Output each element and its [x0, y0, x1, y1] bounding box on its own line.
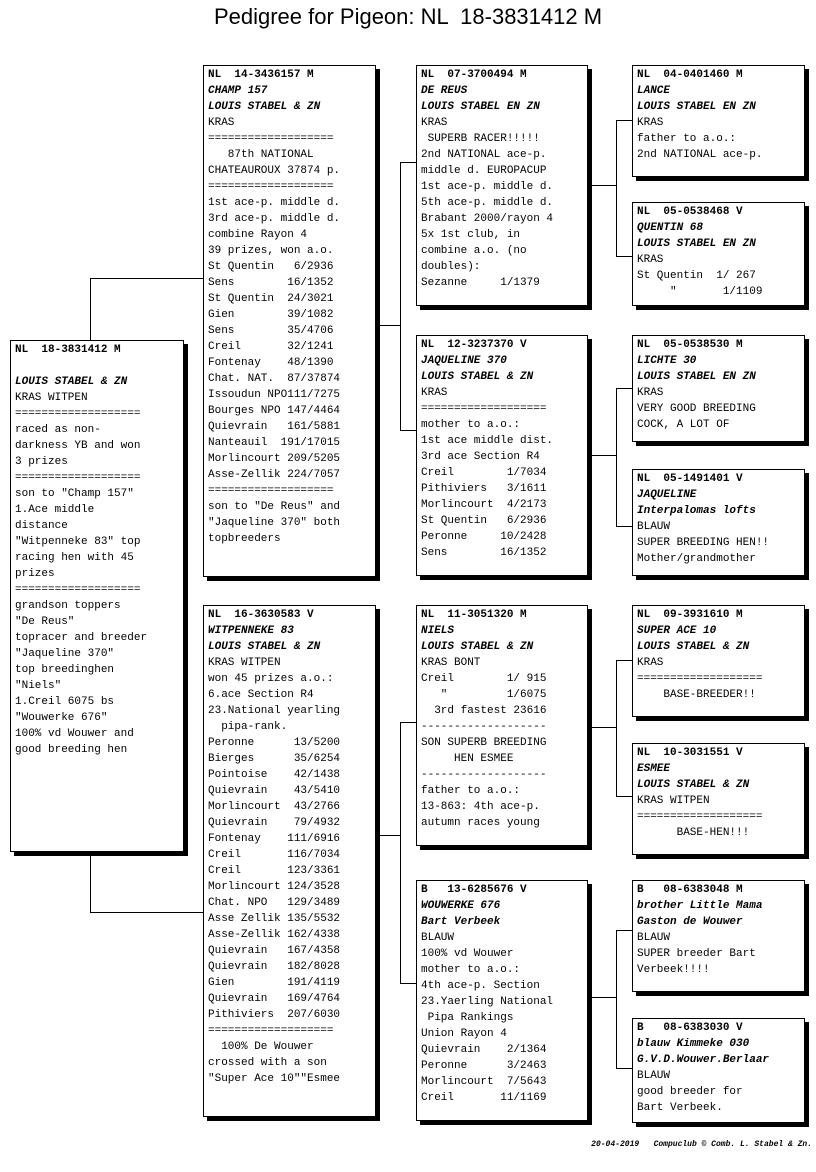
breeder-name: LOUIS STABEL & ZN — [421, 641, 534, 653]
info-line: Morlincourt 124/3528 — [208, 881, 341, 893]
info-line: Peronne 13/5200 — [208, 737, 341, 749]
info-line: St Quentin 6/2936 — [208, 261, 334, 273]
breeder-name: LOUIS STABEL & ZN — [637, 641, 750, 653]
connector — [592, 997, 616, 998]
info-line: Creil 1/7034 — [421, 467, 547, 479]
info-line: "Jaqueline 370" both — [208, 517, 341, 529]
info-line: Chat. NPO 129/3489 — [208, 897, 341, 909]
info-line: Union Rayon 4 — [421, 1028, 507, 1040]
connector — [400, 722, 401, 983]
info-line: =================== — [208, 133, 334, 145]
info-line: doubles): — [421, 261, 481, 273]
info-line: KRAS WITPEN — [637, 795, 710, 807]
breeder-name: LOUIS STABEL EN ZN — [637, 238, 756, 250]
info-line: St Quentin 6/2936 — [421, 515, 547, 527]
info-line: "Super Ace 10""Esmee — [208, 1073, 341, 1085]
connector — [380, 835, 400, 836]
pedigree-box-sire-sire-sire — [632, 65, 805, 177]
info-line: Sens 16/1352 — [208, 277, 334, 289]
ring-number: NL 05-1491401 V — [637, 473, 743, 485]
info-line: Quievrain 43/5410 — [208, 785, 341, 797]
ring-number: NL 05-0538468 V — [637, 206, 743, 218]
connector — [616, 796, 633, 797]
info-line: Asse-Zellik 224/7057 — [208, 469, 341, 481]
info-line: =================== — [637, 811, 763, 823]
info-line: prizes — [15, 568, 55, 580]
info-line: ------------------- — [421, 721, 547, 733]
connector — [616, 120, 633, 121]
info-line: KRAS — [208, 117, 235, 129]
info-line: =================== — [15, 472, 141, 484]
info-line: BASE-BREEDER!! — [637, 689, 756, 701]
connector — [616, 256, 633, 257]
info-line: St Quentin 24/3021 — [208, 293, 334, 305]
info-line: autumn races young — [421, 817, 540, 829]
info-line: Mother/grandmother — [637, 553, 756, 565]
info-line: middle d. EUROPACUP — [421, 165, 547, 177]
connector — [616, 660, 633, 661]
info-line: 5x 1st club, in — [421, 229, 521, 241]
pigeon-name: NIELS — [421, 625, 455, 637]
info-line: 87th NATIONAL — [208, 149, 314, 161]
pigeon-name: CHAMP 157 — [208, 85, 268, 97]
pigeon-name: QUENTIN 68 — [637, 222, 704, 234]
info-line: 4th ace-p. Section — [421, 980, 540, 992]
pedigree-box-dam-sire-sire — [632, 605, 805, 717]
info-line: Brabant 2000/rayon 4 — [421, 213, 554, 225]
info-line: "Jaqueline 370" — [15, 648, 115, 660]
info-line: mother to a.o.: — [421, 419, 521, 431]
info-line: Peronne 10/2428 — [421, 531, 547, 543]
connector — [90, 278, 204, 279]
info-line: "De Reus" — [15, 616, 75, 628]
info-line: 13-863: 4th ace-p. — [421, 801, 540, 813]
info-line: St Quentin 1/ 267 — [637, 270, 756, 282]
ring-number: NL 09-3931610 M — [637, 609, 743, 621]
connector — [616, 388, 633, 389]
info-line: top breedinghen — [15, 664, 115, 676]
info-line: 1st ace middle dist. — [421, 435, 554, 447]
info-line: Gien 39/1082 — [208, 309, 334, 321]
ring-number: NL 07-3700494 M — [421, 69, 527, 81]
info-line: 3rd ace-p. middle d. — [208, 213, 341, 225]
info-line: Sens 16/1352 — [421, 547, 547, 559]
pedigree-box-sire-dam — [416, 335, 588, 576]
info-line: KRAS — [637, 387, 664, 399]
info-line: Asse-Zellik 162/4338 — [208, 929, 341, 941]
info-line: combine a.o. (no — [421, 245, 527, 257]
breeder-name: LOUIS STABEL & ZN — [208, 101, 321, 113]
info-line: Quievrain 79/4932 — [208, 817, 341, 829]
info-line: Morlincourt 43/2766 — [208, 801, 341, 813]
info-line: =================== — [637, 673, 763, 685]
info-line: "Witpenneke 83" top — [15, 536, 141, 548]
breeder-name: LOUIS STABEL & ZN — [637, 779, 750, 791]
pigeon-name: brother Little Mama — [637, 900, 763, 912]
ring-number: B 08-6383048 M — [637, 884, 743, 896]
info-line: Quievrain 167/4358 — [208, 945, 341, 957]
pigeon-name: WOUWERKE 676 — [421, 900, 501, 912]
info-line: CHATEAUROUX 37874 p. — [208, 165, 341, 177]
info-line: pipa-rank. — [208, 721, 288, 733]
info-line: Peronne 3/2463 — [421, 1060, 547, 1072]
info-line: combine Rayon 4 — [208, 229, 308, 241]
pedigree-box-sire — [203, 65, 376, 577]
pedigree-box-sire-sire — [416, 65, 588, 306]
info-line: topracer and breeder — [15, 632, 148, 644]
breeder-name: Gaston de Wouwer — [637, 916, 743, 928]
info-line: 23.Yaerling National — [421, 996, 554, 1008]
info-line: Chat. NAT. 87/37874 — [208, 373, 341, 385]
info-line: 3rd ace Section R4 — [421, 451, 540, 463]
pedigree-box-subject — [10, 340, 184, 852]
pedigree-box-sire-dam-dam — [632, 469, 805, 576]
pedigree-box-sire-dam-sire — [632, 335, 805, 442]
info-line: 6.ace Section R4 — [208, 689, 314, 701]
info-line: Gien 191/4119 — [208, 977, 341, 989]
connector — [400, 722, 417, 723]
info-line: father to a.o.: — [637, 133, 737, 145]
info-line: Issoudun NPO111/7275 — [208, 389, 341, 401]
info-line: BLAUW — [637, 932, 671, 944]
ring-number: NL 12-3237370 V — [421, 339, 527, 351]
info-line: Fontenay 111/6916 — [208, 833, 341, 845]
spacer — [15, 358, 179, 374]
info-line: Creil 32/1241 — [208, 341, 334, 353]
info-line: 5th ace-p. middle d. — [421, 197, 554, 209]
info-line: Morlincourt 209/5205 — [208, 453, 341, 465]
connector — [90, 912, 204, 913]
info-line: 100% vd Wouwer — [421, 948, 514, 960]
info-line: BLAUW — [421, 932, 455, 944]
info-line: Quievrain 169/4764 — [208, 993, 341, 1005]
connector — [90, 855, 91, 912]
info-line: KRAS — [637, 254, 664, 266]
info-line: KRAS — [637, 657, 664, 669]
info-line: Pithiviers 207/6030 — [208, 1009, 341, 1021]
info-line: ------------------- — [421, 769, 547, 781]
info-line: Quievrain 2/1364 — [421, 1044, 547, 1056]
info-line: son to "Champ 157" — [15, 488, 134, 500]
info-line: Bourges NPO 147/4464 — [208, 405, 341, 417]
info-line: distance — [15, 520, 68, 532]
info-line: KRAS — [421, 117, 448, 129]
pigeon-name: JAQUELINE — [637, 489, 697, 501]
pedigree-box-dam-dam-dam — [632, 1018, 805, 1123]
info-line: good breeding hen — [15, 744, 128, 756]
connector — [616, 1068, 633, 1069]
pigeon-name: WITPENNEKE 83 — [208, 625, 294, 637]
info-line: =================== — [208, 485, 334, 497]
info-line: Fontenay 48/1390 — [208, 357, 334, 369]
pedigree-box-sire-sire-dam — [632, 202, 805, 306]
connector — [616, 120, 617, 256]
info-line: 1st ace-p. middle d. — [421, 181, 554, 193]
ring-number: B 08-6383030 V — [637, 1022, 743, 1034]
info-line: Asse Zellik 135/5532 — [208, 913, 341, 925]
ring-number: B 13-6285676 V — [421, 884, 527, 896]
ring-number: NL 14-3436157 M — [208, 69, 314, 81]
ring-number: NL 10-3031551 V — [637, 747, 743, 759]
connector — [90, 278, 91, 340]
info-line: SUPER breeder Bart — [637, 948, 756, 960]
connector — [592, 455, 616, 456]
footer-credit: 20-04-2019 Compuclub © Comb. L. Stabel & Zn. — [591, 1140, 812, 1149]
info-line: Creil 11/1169 — [421, 1092, 547, 1104]
pedigree-box-dam-dam — [416, 880, 588, 1121]
info-line: Verbeek!!!! — [637, 964, 710, 976]
info-line: " 1/6075 — [421, 689, 547, 701]
info-line: Creil 116/7034 — [208, 849, 341, 861]
info-line: Pointoise 42/1438 — [208, 769, 341, 781]
info-line: Morlincourt 7/5643 — [421, 1076, 547, 1088]
info-line: " 1/1109 — [637, 286, 763, 298]
info-line: Quievrain 161/5881 — [208, 421, 341, 433]
connector — [380, 325, 400, 326]
connector — [400, 430, 417, 431]
info-line: KRAS — [421, 387, 448, 399]
connector — [616, 930, 617, 1068]
info-line: BLAUW — [637, 1070, 671, 1082]
info-line: won 45 prizes a.o.: — [208, 673, 334, 685]
connector — [592, 185, 616, 186]
info-line: =================== — [208, 181, 334, 193]
info-line: 100% De Wouwer — [208, 1041, 314, 1053]
info-line: 3rd fastest 23616 — [421, 705, 547, 717]
info-line: KRAS BONT — [421, 657, 481, 669]
pigeon-name: LANCE — [637, 85, 671, 97]
info-line: VERY GOOD BREEDING — [637, 403, 756, 415]
connector — [592, 727, 616, 728]
breeder-name: Bart Verbeek — [421, 916, 501, 928]
pigeon-name: ESMEE — [637, 763, 671, 775]
info-line: grandson toppers — [15, 600, 121, 612]
connector — [616, 660, 617, 796]
info-line: BASE-HEN!!! — [637, 827, 750, 839]
info-line: KRAS WITPEN — [15, 392, 88, 404]
pedigree-box-dam-sire — [416, 605, 588, 846]
info-line: Creil 123/3361 — [208, 865, 341, 877]
info-line: KRAS — [637, 117, 664, 129]
info-line: son to "De Reus" and — [208, 501, 341, 513]
info-line: =================== — [15, 584, 141, 596]
pigeon-name: LICHTE 30 — [637, 355, 697, 367]
info-line: Creil 1/ 915 — [421, 673, 547, 685]
ring-number: NL 05-0538530 M — [637, 339, 743, 351]
info-line: SUPER BREEDING HEN!! — [637, 537, 770, 549]
pigeon-name: blauw Kimmeke 030 — [637, 1038, 750, 1050]
ring-number: NL 11-3051320 M — [421, 609, 527, 621]
connector — [400, 162, 401, 430]
info-line: Pipa Rankings — [421, 1012, 514, 1024]
info-line: COCK, A LOT OF — [637, 419, 730, 431]
info-line: 1.Ace middle — [15, 504, 95, 516]
breeder-name: Interpalomas lofts — [637, 505, 756, 517]
info-line: HEN ESMEE — [421, 753, 514, 765]
info-line: Sezanne 1/1379 — [421, 277, 540, 289]
info-line: darkness YB and won — [15, 440, 141, 452]
breeder-name: LOUIS STABEL & ZN — [15, 376, 128, 388]
info-line: =================== — [15, 408, 141, 420]
info-line: =================== — [208, 1025, 334, 1037]
breeder-name: LOUIS STABEL & ZN — [208, 641, 321, 653]
pigeon-name: SUPER ACE 10 — [637, 625, 717, 637]
ring-number: NL 16-3630583 V — [208, 609, 314, 621]
info-line: KRAS WITPEN — [208, 657, 281, 669]
info-line: 2nd NATIONAL ace-p. — [637, 149, 763, 161]
info-line: Morlincourt 4/2173 — [421, 499, 547, 511]
connector — [400, 983, 417, 984]
pigeon-name: JAQUELINE 370 — [421, 355, 507, 367]
info-line: good breeder for — [637, 1086, 743, 1098]
pigeon-name: DE REUS — [421, 85, 468, 97]
info-line: 3 prizes — [15, 456, 68, 468]
connector — [616, 388, 617, 526]
breeder-name: LOUIS STABEL & ZN — [421, 371, 534, 383]
pedigree-box-dam — [203, 605, 376, 1117]
info-line: Pithiviers 3/1611 — [421, 483, 547, 495]
info-line: Bierges 35/6254 — [208, 753, 341, 765]
info-line: BLAUW — [637, 521, 671, 533]
breeder-name: LOUIS STABEL EN ZN — [637, 101, 756, 113]
info-line: racing hen with 45 — [15, 552, 134, 564]
connector — [616, 526, 633, 527]
connector — [400, 162, 417, 163]
ring-number: NL 18-3831412 M — [15, 344, 121, 356]
info-line: "Wouwerke 676" — [15, 712, 108, 724]
info-line: Quievrain 182/8028 — [208, 961, 341, 973]
info-line: 1.Creil 6075 bs — [15, 696, 115, 708]
info-line: 39 prizes, won a.o. — [208, 245, 334, 257]
page-title: Pedigree for Pigeon: NL 18-3831412 M — [213, 4, 603, 29]
info-line: Bart Verbeek. — [637, 1102, 723, 1114]
info-line: SON SUPERB BREEDING — [421, 737, 547, 749]
connector — [616, 930, 633, 931]
breeder-name: LOUIS STABEL EN ZN — [637, 371, 756, 383]
info-line: =================== — [421, 403, 547, 415]
info-line: raced as non- — [15, 424, 101, 436]
info-line: 100% vd Wouwer and — [15, 728, 134, 740]
info-line: 1st ace-p. middle d. — [208, 197, 341, 209]
pedigree-box-dam-sire-dam — [632, 743, 805, 855]
info-line: Sens 35/4706 — [208, 325, 334, 337]
ring-number: NL 04-0401460 M — [637, 69, 743, 81]
info-line: crossed with a son — [208, 1057, 327, 1069]
info-line: father to a.o.: — [421, 785, 521, 797]
pedigree-box-dam-dam-sire — [632, 880, 805, 992]
info-line: SUPERB RACER!!!!! — [421, 133, 540, 145]
breeder-name: G.V.D.Wouwer.Berlaar — [637, 1054, 770, 1066]
info-line: "Niels" — [15, 680, 62, 692]
info-line: 23.National yearling — [208, 705, 341, 717]
info-line: topbreeders — [208, 533, 281, 545]
info-line: 2nd NATIONAL ace-p. — [421, 149, 547, 161]
breeder-name: LOUIS STABEL EN ZN — [421, 101, 540, 113]
info-line: mother to a.o.: — [421, 964, 521, 976]
info-line: Nanteauil 191/17015 — [208, 437, 341, 449]
